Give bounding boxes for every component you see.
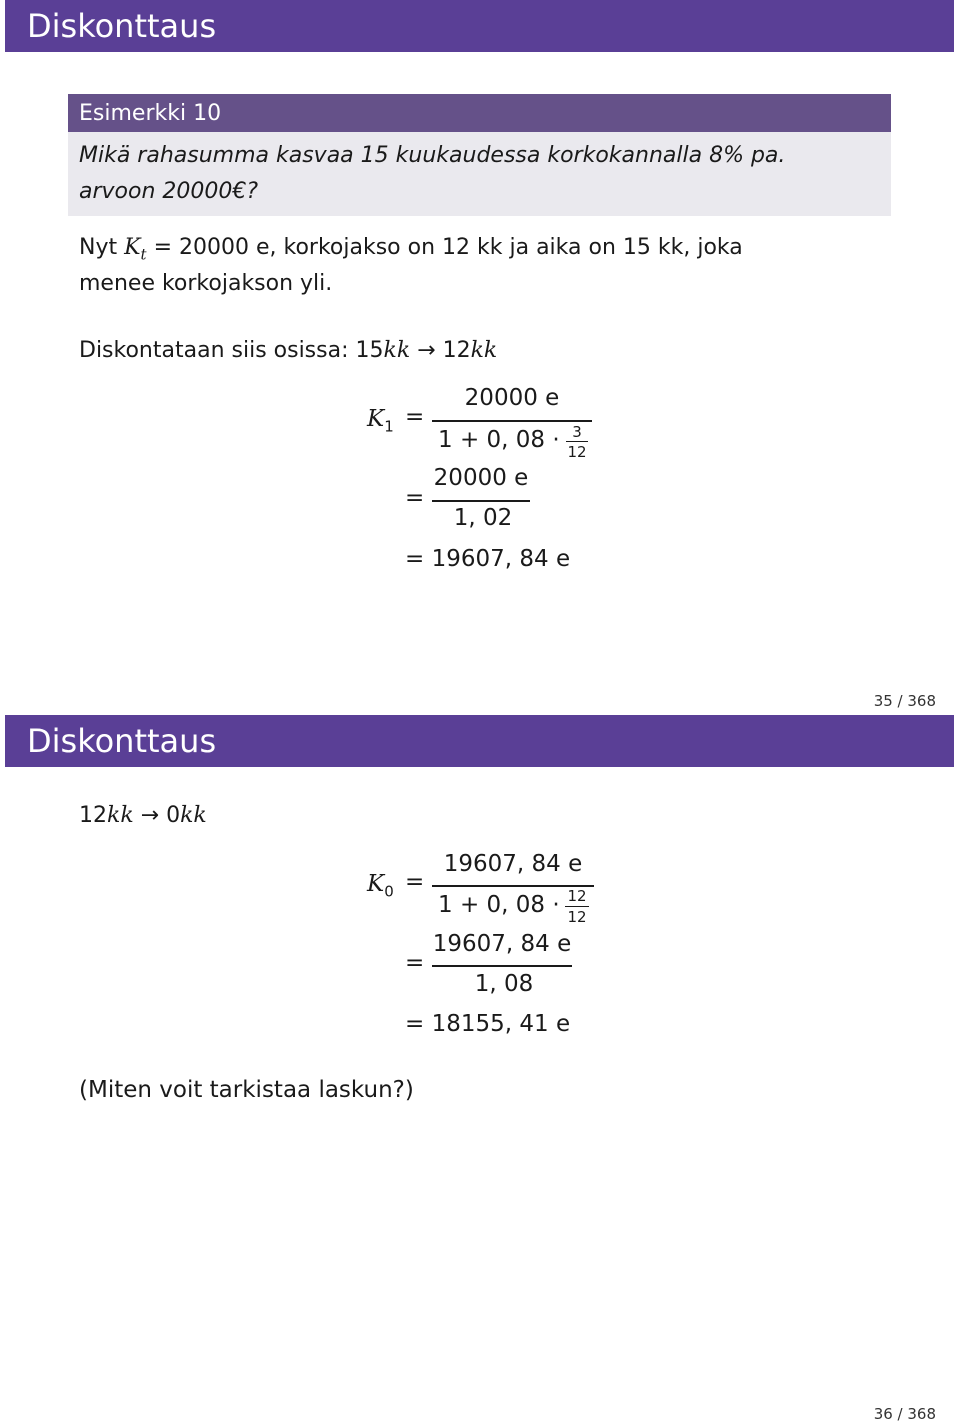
frame-title-bar-2 (5, 715, 954, 767)
page-number-36: 36 / 368 (873, 1405, 936, 1423)
example-block-title: Esimerkki 10 (68, 94, 891, 132)
fraction-bar (432, 420, 592, 422)
intro-line-2: menee korkojakson yli. (79, 271, 333, 296)
intro-line-1: Nyt $K_t = 20000$ e, korkojakso on 12 kk ja aika on 15 kk, joka (79, 235, 743, 264)
equation-result-1: = 19607, 84 e (405, 546, 571, 572)
fraction-numerator-2: 19607, 84 e (443, 851, 583, 877)
example-question-line1: Mikä rahasumma kasvaa 15 kuukaudessa korkokannalla 8% pa. (79, 143, 786, 168)
frame-title: Diskonttaus (27, 7, 217, 45)
step-line: 12kk → 0kk (79, 803, 207, 828)
discount-steps-line: Diskontataan siis osissa: 15kk → 12kk (79, 338, 498, 363)
subscript-t: t (140, 245, 147, 264)
fraction-numerator: 20000 e (464, 385, 560, 411)
example-block-body (68, 132, 891, 216)
frame-title-2: Diskonttaus (27, 722, 217, 760)
fraction-denominator: 1 + 0, 08 · (438, 427, 560, 453)
page-number-35: 35 / 368 (873, 692, 936, 710)
example-question-line2: arvoon 20000€? (79, 179, 259, 204)
variable-K: K (124, 235, 141, 260)
check-question: (Miten voit tarkistaa laskun?) (79, 1077, 414, 1103)
equation-result-2: = 18155, 41 e (405, 1011, 571, 1037)
example-block (68, 94, 891, 216)
frame-title-bar (5, 0, 954, 52)
